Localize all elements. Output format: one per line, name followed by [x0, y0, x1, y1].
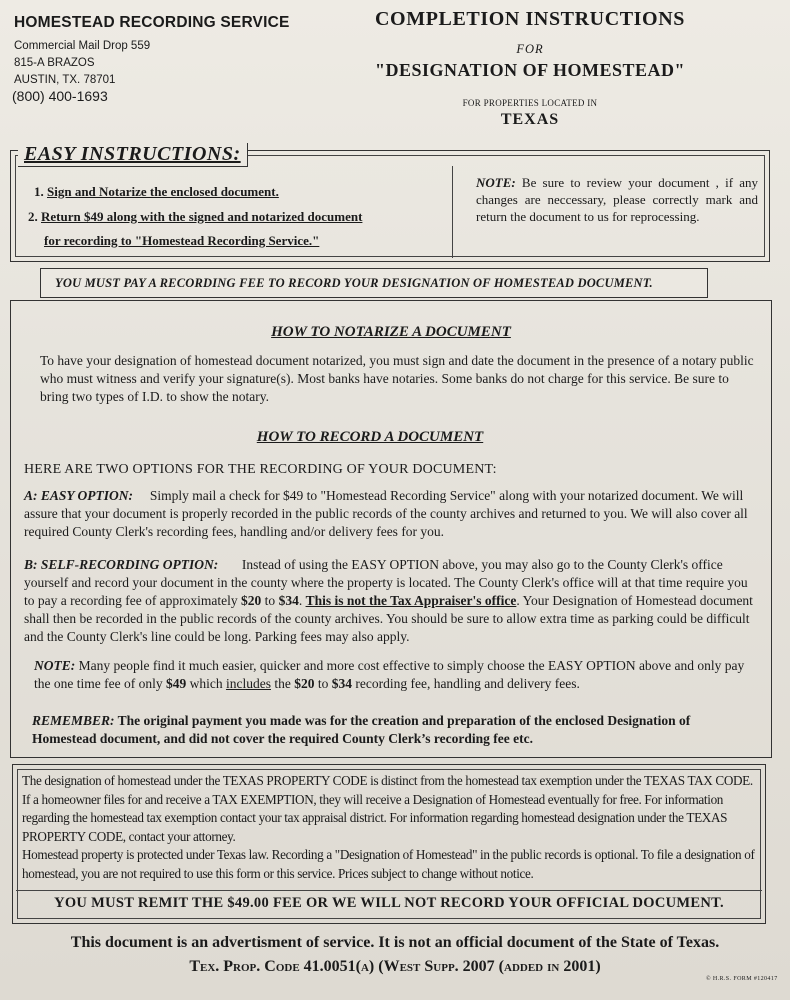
company-address-line1: Commercial Mail Drop 559: [14, 40, 151, 52]
option-b-not-appraiser: This is not the Tax Appraiser's office: [305, 593, 517, 608]
notarize-heading: HOW TO NOTARIZE A DOCUMENT: [271, 324, 511, 340]
step-2-text-b: for recording to "Homestead Recording Service.": [44, 233, 320, 248]
title-line1: COMPLETION INSTRUCTIONS: [375, 8, 685, 30]
property-code-citation: Tex. Prop. Code 41.0051(a) (West Supp. 2007 (added in 2001): [189, 958, 601, 975]
option-b-text-2: . Your Designation of Homestead document shall then be recorded in the public records of the county archives. You should be sure to allow extra time as parking could be difficult and the County Clerk's line could be long. Parking fees may also apply.: [24, 593, 753, 644]
title-line5: TEXAS: [500, 111, 560, 128]
disclaimer-separator: [16, 890, 762, 891]
easy-option-note-text-4: to: [314, 676, 332, 691]
step-2-number: 2.: [28, 209, 38, 224]
step-1-number: 1.: [34, 184, 44, 199]
disclaimer-para-1: The designation of homestead under the TEXAS PROPERTY CODE is distinct from the homestead tax exemption under the TEXAS TAX CODE. If a homeowner files for and receive a TAX EXEMPTION, they will receive a Designation of Homestead eventually for free. For information regarding the homestead tax exemption contact your tax appraisal district. For information regarding homestead designation under the TEXAS PROPERTY CODE, contact your attorney.: [22, 773, 753, 844]
step-2-text-a: Return $49 along with the signed and notarized document: [41, 209, 363, 224]
easy-option-note-includes: includes: [225, 676, 271, 691]
step-2-continued: [44, 233, 319, 249]
easy-option-note-fee: $49: [165, 676, 187, 691]
review-note: [476, 174, 758, 225]
option-b-text-1: Instead of using the EASY OPTION above, you may also go to the County Clerk's office yourself and record your document in the county where the property is located. The County Clerk's office will at that time require you to pay a recording fee of approximately: [24, 557, 748, 608]
review-note-label: NOTE:: [476, 175, 516, 190]
company-address-line3: AUSTIN, TX. 78701: [14, 74, 116, 86]
remember-label: REMEMBER:: [32, 713, 115, 728]
option-a: [24, 487, 758, 541]
company-address-line2: 815-A BRAZOS: [14, 57, 95, 69]
disclaimer-text: [22, 772, 756, 883]
easy-option-note-text-3: the: [270, 676, 295, 691]
option-b-label: B: SELF-RECORDING OPTION:: [24, 557, 219, 572]
advertisement-notice: This document is an advertisment of service. It is not an official document of the State of Texas.: [70, 934, 720, 951]
option-a-label: A: EASY OPTION:: [24, 488, 134, 503]
remember-text: The original payment you made was for the creation and preparation of the enclosed Designation of Homestead document, and did not cover the required County Clerk’s recording fee etc.: [32, 713, 691, 746]
option-b-to: to: [261, 593, 279, 608]
easy-option-note-fee-low: $20: [294, 676, 315, 691]
options-heading: HERE ARE TWO OPTIONS FOR THE RECORDING OF YOUR DOCUMENT:: [24, 462, 497, 477]
easy-option-note-fee-high: $34: [331, 676, 352, 691]
company-name: HOMESTEAD RECORDING SERVICE: [14, 14, 290, 31]
notarize-body: To have your designation of homestead document notarized, you must sign and date the document in the presence of a notary public who must witness and verify your signature(s). Most banks have notaries. Some banks do not charge for this service. Be sure to bring two types of I.D. to show the notary.: [40, 353, 754, 404]
easy-option-note: [34, 657, 758, 693]
recording-fee-banner: YOU MUST PAY A RECORDING FEE TO RECORD YOUR DESIGNATION OF HOMESTEAD DOCUMENT.: [40, 268, 708, 298]
option-b-fee-low: $20: [241, 593, 262, 608]
easy-option-note-label: NOTE:: [34, 658, 76, 673]
company-phone: (800) 400-1693: [12, 88, 108, 104]
remit-fee-warning: YOU MUST REMIT THE $49.00 FEE OR WE WILL NOT RECORD YOUR OFFICIAL DOCUMENT.: [54, 895, 724, 911]
disclaimer-para-2: Homestead property is protected under Texas law. Recording a "Designation of Homestead" in the public records is optional. To file a designation of homestead, you are not required to use this form or this service. Prices subject to change without notice.: [22, 847, 755, 881]
title-line3: "DESIGNATION OF HOMESTEAD": [374, 60, 686, 80]
easy-instructions-heading: EASY INSTRUCTIONS:: [18, 143, 248, 167]
title-line4: FOR PROPERTIES LOCATED IN: [462, 98, 598, 108]
option-a-text: Simply mail a check for $49 to "Homestead Recording Service" along with your notarized document. We will assure that your document is properly recorded in the public records of the county archives and returned to you. We will also cover all required County Clerk's recording fees, handling and/or delivery fees for you.: [24, 488, 748, 539]
easy-option-note-text-1: Many people find it much easier, quicker and more cost effective to simply choose the EASY OPTION above and only pay the one time fee of only: [34, 658, 745, 691]
record-heading: HOW TO RECORD A DOCUMENT: [256, 429, 484, 445]
easy-option-note-text-5: recording fee, handling and delivery fees.: [351, 676, 580, 691]
option-b: [24, 556, 758, 646]
step-1-text: Sign and Notarize the enclosed document.: [47, 184, 279, 199]
form-number: © H.R.S. FORM #120417: [706, 976, 778, 982]
step-2: [28, 209, 362, 225]
step-1: [34, 184, 279, 200]
easy-instructions-divider: [452, 166, 453, 258]
review-note-text: Be sure to review your document , if any changes are neccessary, please correctly mark and return the document to us for reprocessing.: [476, 175, 758, 224]
option-b-fee-high: $34: [278, 593, 299, 608]
title-line2: FOR: [516, 42, 544, 56]
remember-note: [32, 712, 758, 748]
easy-option-note-text-2: which: [186, 676, 226, 691]
option-b-period: .: [298, 593, 306, 608]
